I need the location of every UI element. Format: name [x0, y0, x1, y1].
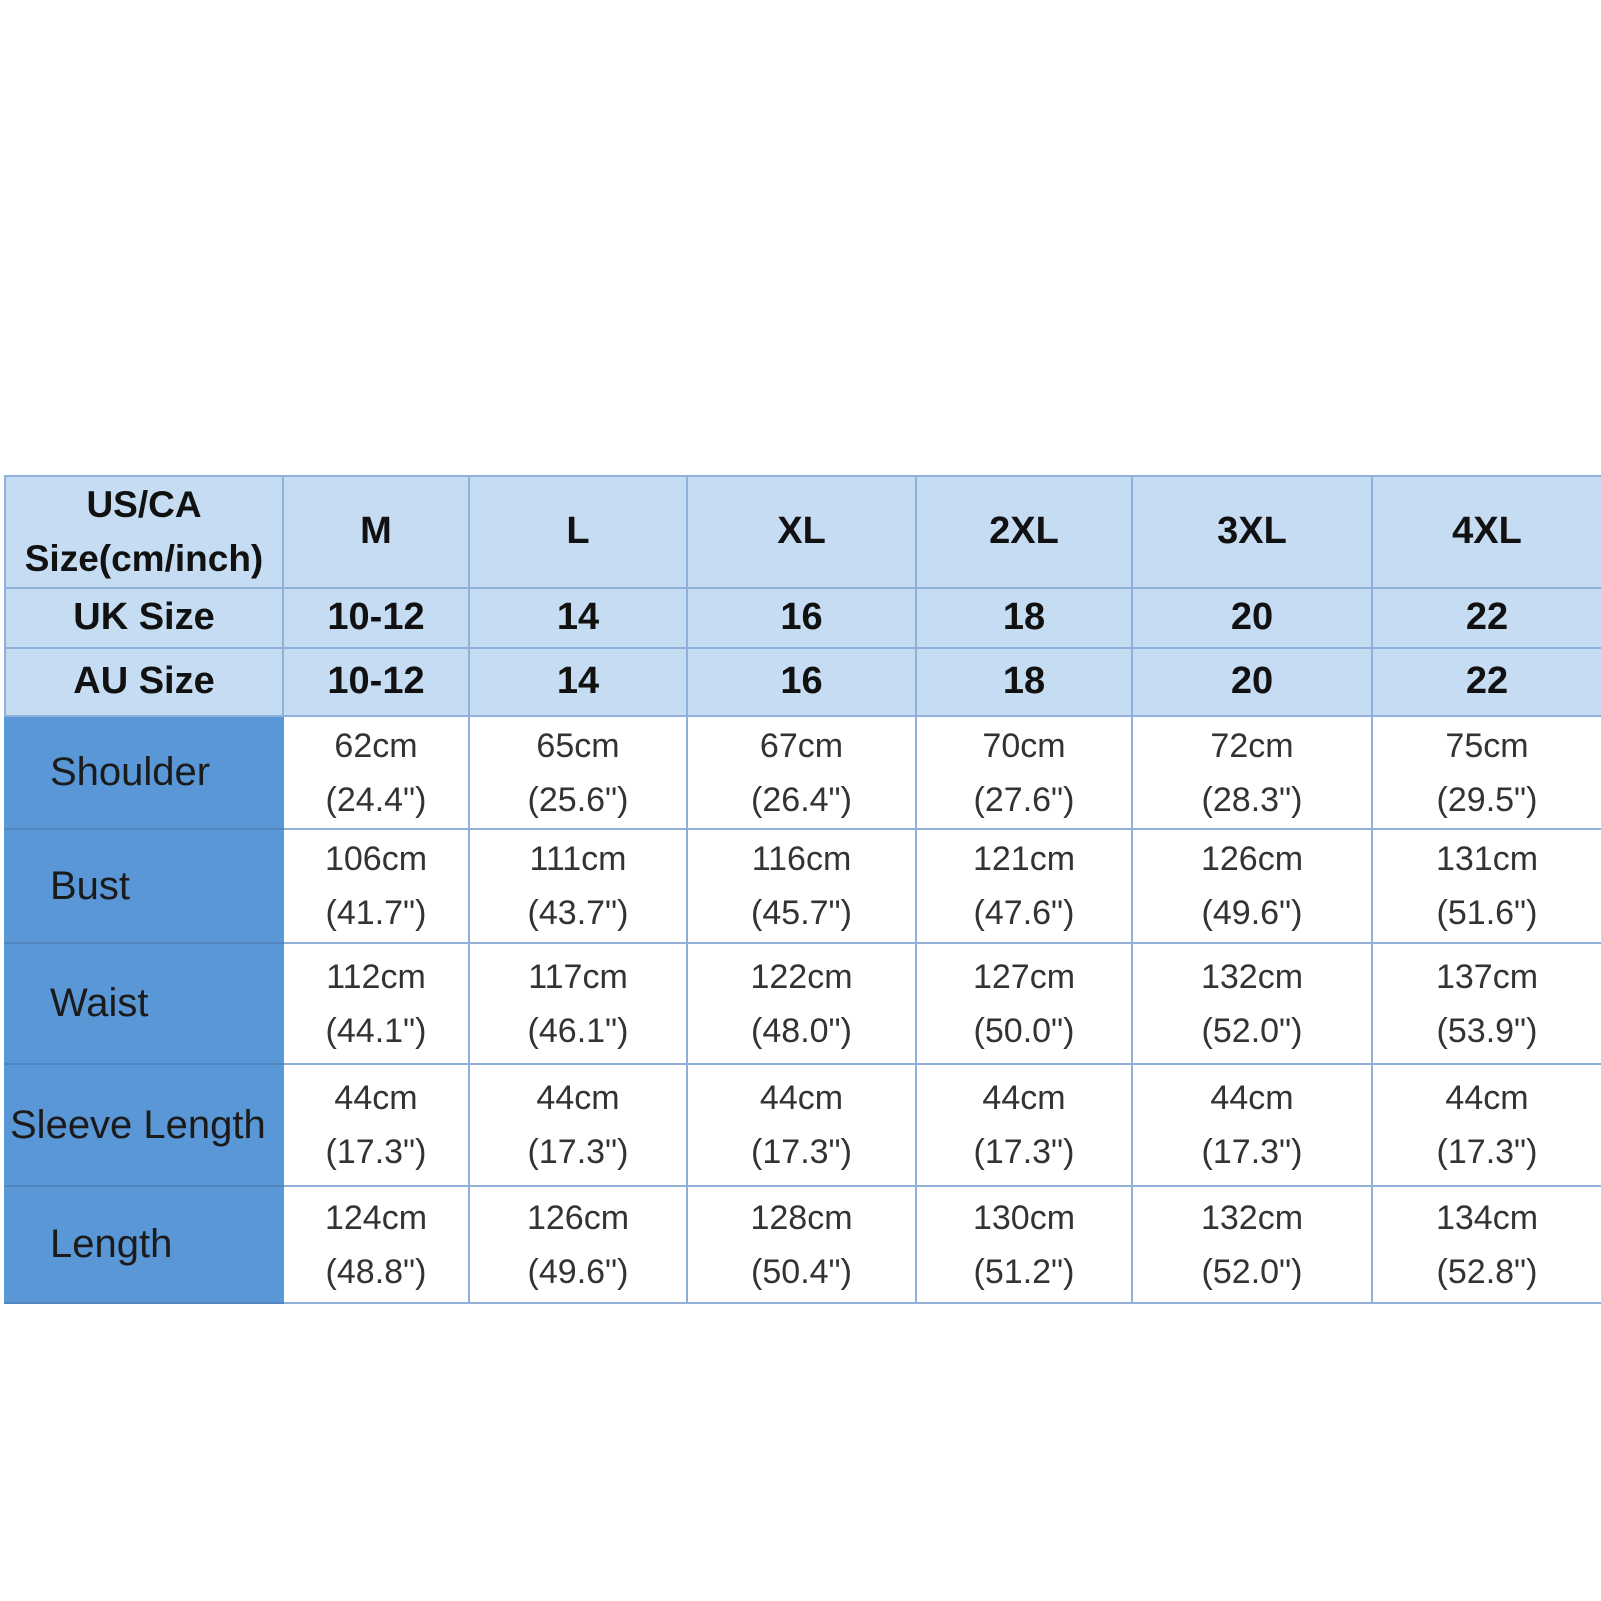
- cm-value: 62cm: [334, 726, 418, 765]
- corner-header-line2: Size(cm/inch): [24, 538, 264, 579]
- cm-value: 132cm: [1200, 1198, 1304, 1237]
- measurement-cell: [469, 1186, 687, 1303]
- measurement-cell: [687, 1064, 916, 1186]
- inch-value: (45.7"): [751, 894, 852, 932]
- au-size-value: 16: [687, 648, 916, 716]
- cm-value: 122cm: [750, 957, 853, 996]
- header-row: [5, 476, 1601, 588]
- cm-value: 134cm: [1435, 1198, 1539, 1237]
- cm-value: 44cm: [334, 1079, 418, 1117]
- measurement-cell: [1132, 716, 1372, 829]
- measurement-cell: [916, 1064, 1132, 1186]
- measurement-cell: [1372, 1064, 1601, 1186]
- inch-value: (17.3"): [1436, 1133, 1538, 1171]
- uk-size-value: 10-12: [283, 588, 469, 648]
- row-label-length: Length: [5, 1186, 283, 1303]
- au-size-value: 18: [916, 648, 1132, 716]
- measurement-cell: [1132, 829, 1372, 943]
- uk-size-value: 22: [1372, 588, 1601, 648]
- measurement-cell: [1132, 943, 1372, 1064]
- measurement-cell: [916, 1186, 1132, 1303]
- inch-value: (49.6"): [1201, 894, 1303, 932]
- row-label-bust: Bust: [5, 829, 283, 943]
- cm-value: 75cm: [1445, 726, 1529, 765]
- cm-value: 128cm: [750, 1198, 853, 1237]
- inch-value: (25.6"): [527, 780, 629, 819]
- row-label-waist: Waist: [5, 943, 283, 1064]
- measurement-cell: [469, 716, 687, 829]
- inch-value: (28.3"): [1201, 780, 1303, 819]
- au-size-value: 22: [1372, 648, 1601, 716]
- cm-value: 131cm: [1435, 840, 1539, 878]
- inch-value: (51.2"): [973, 1252, 1075, 1291]
- cm-value: 126cm: [1200, 840, 1304, 878]
- au-size-value: 10-12: [283, 648, 469, 716]
- measurement-cell: [1372, 716, 1601, 829]
- inch-value: (47.6"): [973, 894, 1075, 932]
- uk-size-label: UK Size: [5, 588, 283, 648]
- cm-value: 112cm: [326, 957, 426, 996]
- cm-value: 44cm: [1445, 1079, 1529, 1117]
- inch-value: (43.7"): [527, 894, 629, 932]
- measurement-cell: [687, 1186, 916, 1303]
- length-row: [5, 1186, 1601, 1303]
- bust-row: [5, 829, 1601, 943]
- au-size-value: 20: [1132, 648, 1372, 716]
- measurement-cell: [916, 716, 1132, 829]
- inch-value: (50.0"): [973, 1011, 1075, 1050]
- cm-value: 121cm: [972, 840, 1076, 878]
- measurement-cell: [916, 943, 1132, 1064]
- size-header-cell: 4XL: [1372, 476, 1601, 588]
- cm-value: 111cm: [529, 840, 627, 878]
- measurement-cell: [687, 943, 916, 1064]
- size-header-cell: XL: [687, 476, 916, 588]
- shoulder-row: [5, 716, 1601, 829]
- cm-value: 44cm: [982, 1079, 1066, 1117]
- cm-value: 65cm: [536, 726, 620, 765]
- measurement-cell: [283, 829, 469, 943]
- cm-value: 132cm: [1200, 957, 1304, 996]
- cm-value: 44cm: [759, 1079, 844, 1117]
- au-size-value: 14: [469, 648, 687, 716]
- inch-value: (29.5"): [1436, 780, 1538, 819]
- measurement-cell: [469, 1064, 687, 1186]
- inch-value: (51.6"): [1436, 894, 1538, 932]
- inch-value: (27.6"): [973, 780, 1075, 819]
- inch-value: (50.4"): [751, 1252, 852, 1291]
- measurement-cell: [687, 829, 916, 943]
- inch-value: (52.8"): [1436, 1252, 1538, 1291]
- sleeve-length-row: [5, 1064, 1601, 1186]
- measurement-cell: [916, 829, 1132, 943]
- cm-value: 127cm: [972, 957, 1076, 996]
- corner-header-cell: [5, 476, 283, 588]
- inch-value: (17.3"): [325, 1133, 427, 1171]
- size-header-cell: L: [469, 476, 687, 588]
- inch-value: (46.1"): [527, 1011, 629, 1050]
- inch-value: (44.1"): [325, 1011, 427, 1050]
- measurement-cell: [1372, 829, 1601, 943]
- measurement-cell: [687, 716, 916, 829]
- uk-size-value: 14: [469, 588, 687, 648]
- measurement-cell: [1372, 1186, 1601, 1303]
- cm-value: 67cm: [759, 726, 844, 765]
- inch-value: (49.6"): [527, 1252, 629, 1291]
- cm-value: 116cm: [751, 840, 852, 878]
- size-header-cell: 2XL: [916, 476, 1132, 588]
- corner-header-line1: US/CA: [86, 484, 202, 526]
- measurement-cell: [283, 1064, 469, 1186]
- size-chart-table: [4, 475, 1601, 1304]
- measurement-cell: [283, 1186, 469, 1303]
- measurement-cell: [469, 829, 687, 943]
- size-header-cell: M: [283, 476, 469, 588]
- inch-value: (48.8"): [325, 1252, 427, 1291]
- uk-size-value: 20: [1132, 588, 1372, 648]
- inch-value: (17.3"): [1201, 1133, 1303, 1171]
- row-label-shoulder: Shoulder: [5, 716, 283, 829]
- inch-value: (17.3"): [973, 1133, 1075, 1171]
- uk-size-row: [5, 588, 1601, 648]
- inch-value: (17.3"): [527, 1133, 629, 1171]
- inch-value: (53.9"): [1436, 1011, 1538, 1050]
- size-header-cell: 3XL: [1132, 476, 1372, 588]
- measurement-cell: [283, 943, 469, 1064]
- measurement-cell: [1132, 1186, 1372, 1303]
- uk-size-value: 16: [687, 588, 916, 648]
- cm-value: 44cm: [1210, 1079, 1294, 1117]
- cm-value: 70cm: [982, 726, 1066, 765]
- cm-value: 130cm: [972, 1198, 1076, 1237]
- cm-value: 137cm: [1435, 957, 1539, 996]
- cm-value: 124cm: [324, 1198, 428, 1237]
- row-label-sleeve-length: Sleeve Length: [5, 1064, 283, 1186]
- inch-value: (41.7"): [325, 894, 427, 932]
- measurement-cell: [1372, 943, 1601, 1064]
- inch-value: (26.4"): [751, 780, 852, 819]
- cm-value: 126cm: [526, 1198, 630, 1237]
- cm-value: 44cm: [536, 1079, 620, 1117]
- inch-value: (52.0"): [1201, 1011, 1303, 1050]
- measurement-cell: [1132, 1064, 1372, 1186]
- measurement-cell: [469, 943, 687, 1064]
- inch-value: (48.0"): [751, 1011, 852, 1050]
- measurement-cell: [283, 716, 469, 829]
- uk-size-value: 18: [916, 588, 1132, 648]
- au-size-row: [5, 648, 1601, 716]
- inch-value: (24.4"): [325, 780, 427, 819]
- inch-value: (52.0"): [1201, 1252, 1303, 1291]
- cm-value: 117cm: [528, 957, 628, 996]
- cm-value: 106cm: [324, 840, 428, 878]
- waist-row: [5, 943, 1601, 1064]
- inch-value: (17.3"): [751, 1133, 852, 1171]
- au-size-label: AU Size: [5, 648, 283, 716]
- cm-value: 72cm: [1210, 726, 1294, 765]
